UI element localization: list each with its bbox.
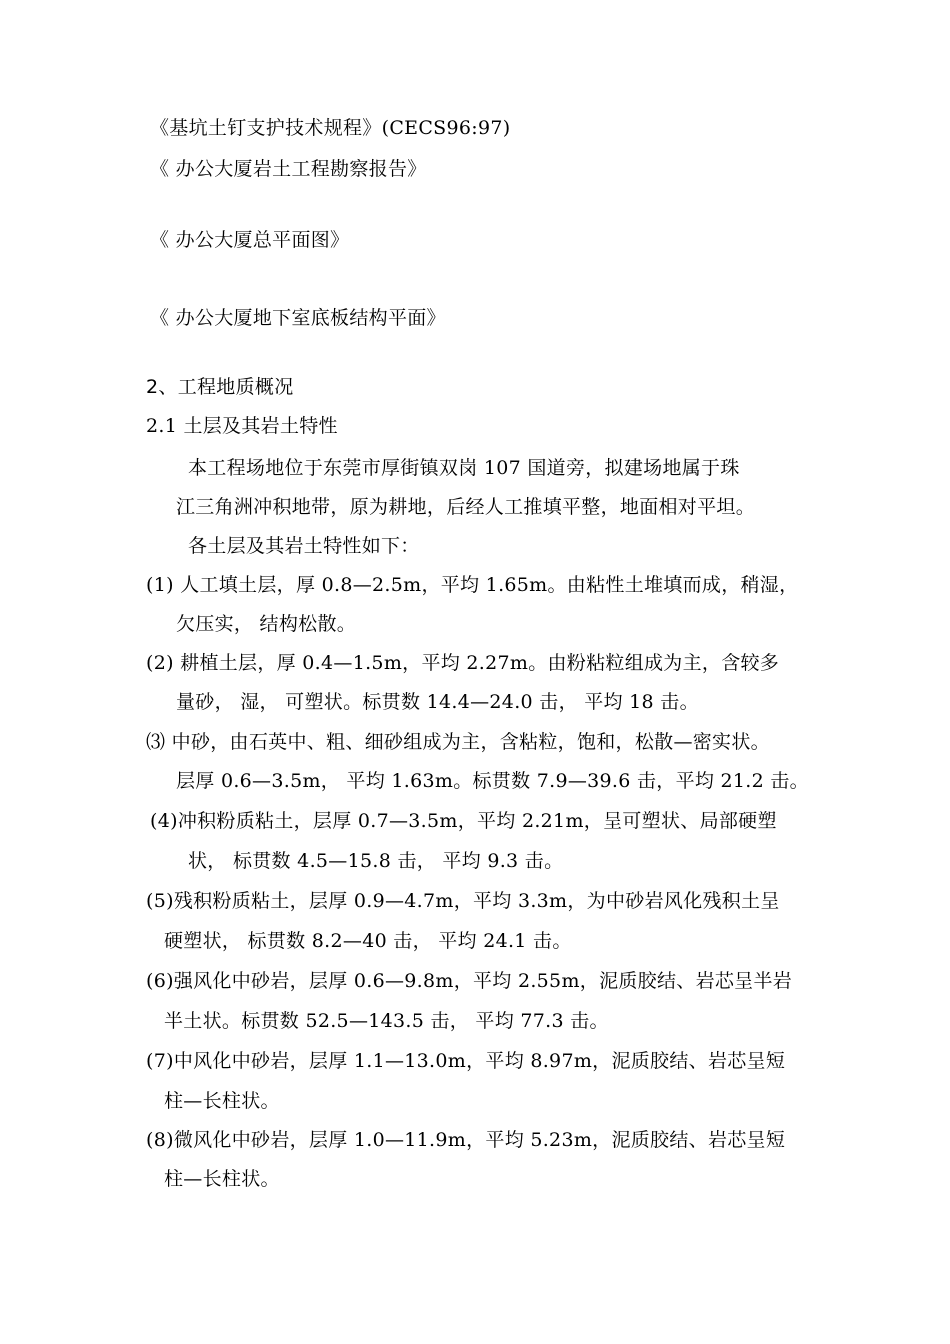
intro-line-2: 江三角洲冲积地带，原为耕地，后经人工推填平整，地面相对平坦。 (176, 496, 756, 518)
layer-1-line-2: 欠压实， 结构松散。 (176, 613, 357, 635)
reference-line-3: 《 办公大厦总平面图》 (150, 229, 350, 251)
layer-6-line-1: (6)强风化中砂岩，层厚 0.6—9.8m，平均 2.55m，泥质胶结、岩芯呈半岩 (146, 970, 793, 992)
intro-line-3: 各土层及其岩土特性如下： (188, 535, 420, 557)
intro-line-1: 本工程场地位于东莞市厚街镇双岗 107 国道旁，拟建场地属于珠 (188, 457, 740, 479)
layer-5-line-1: (5)残积粉质粘土，层厚 0.9—4.7m，平均 3.3m，为中砂岩风化残积土呈 (146, 890, 780, 912)
layer-6-line-2: 半土状。标贯数 52.5—143.5 击， 平均 77.3 击。 (164, 1010, 609, 1032)
layer-3-line-2: 层厚 0.6—3.5m， 平均 1.63m。标贯数 7.9—39.6 击，平均 21.2 击。 (176, 770, 809, 792)
reference-line-1: 《基坑土钉支护技术规程》(CECS96:97) (150, 117, 511, 139)
layer-2-line-2: 量砂， 湿， 可塑状。标贯数 14.4—24.0 击， 平均 18 击。 (176, 691, 699, 713)
reference-line-2: 《 办公大厦岩土工程勘察报告》 (150, 158, 427, 180)
layer-7-line-1: (7)中风化中砂岩，层厚 1.1—13.0m，平均 8.97m，泥质胶结、岩芯呈短 (146, 1050, 786, 1072)
layer-5-line-2: 硬塑状， 标贯数 8.2—40 击， 平均 24.1 击。 (164, 930, 572, 952)
layer-7-line-2: 柱—长柱状。 (164, 1090, 280, 1112)
section-heading: 2、工程地质概况 (146, 376, 294, 398)
layer-4-line-1: (4)冲积粉质粘土，层厚 0.7—3.5m，平均 2.21m，呈可塑状、局部硬塑 (150, 810, 777, 832)
layer-2-line-1: (2) 耕植土层，厚 0.4—1.5m，平均 2.27m。由粉粘粒组成为主，含较多 (146, 652, 780, 674)
layer-3-line-1: ⑶ 中砂，由石英中、粗、细砂组成为主，含粘粒，饱和，松散—密实状。 (146, 731, 770, 753)
subsection-heading: 2.1 土层及其岩土特性 (146, 415, 338, 437)
reference-line-4: 《 办公大厦地下室底板结构平面》 (150, 307, 446, 329)
layer-8-line-2: 柱—长柱状。 (164, 1168, 280, 1190)
layer-4-line-2: 状， 标贯数 4.5—15.8 击， 平均 9.3 击。 (188, 850, 564, 872)
layer-1-line-1: (1) 人工填土层，厚 0.8—2.5m，平均 1.65m。由粘性土堆填而成，稍湿， (146, 574, 799, 596)
layer-8-line-1: (8)微风化中砂岩，层厚 1.0—11.9m，平均 5.23m，泥质胶结、岩芯呈短 (146, 1129, 786, 1151)
